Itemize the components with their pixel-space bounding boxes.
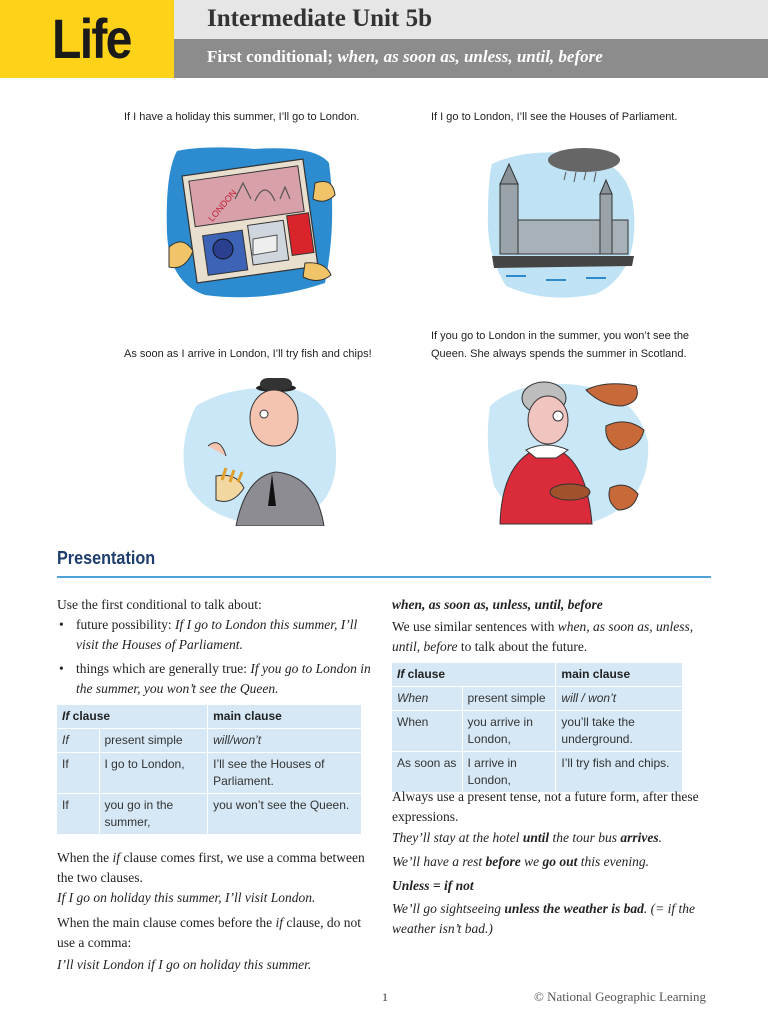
table-row	[57, 794, 362, 835]
table-cell: present simple	[462, 687, 556, 711]
unless-example: We’ll go sightseeing unless the weather is bad. (= if the weather isn’t bad.)	[392, 901, 696, 936]
table-cell: you’ll take the underground.	[556, 711, 683, 752]
table-header-if-clause: If clause	[392, 663, 556, 687]
table-cell: If	[57, 729, 99, 753]
table-header-if-clause: If clause	[57, 705, 208, 729]
queen-illustration	[486, 376, 651, 526]
table-cell: I go to London,	[99, 753, 208, 794]
table-row	[57, 729, 362, 753]
postcard-illustration	[165, 143, 337, 303]
caption-queen-line2: Queen. She always spends the summer in Scotland.	[431, 348, 687, 360]
header-subtitle-bar	[174, 39, 768, 78]
page-number: 1	[382, 990, 388, 1004]
intro-text: Use the first conditional to talk about:	[57, 597, 262, 612]
comma-rule-2: When the main clause comes before the if clause, do not use a comma:	[57, 915, 362, 950]
usage-general-text: things which are generally true:	[76, 661, 251, 676]
table-cell: When	[392, 711, 462, 752]
comma-example-1: If I go on holiday this summer, I’ll visit London.	[57, 890, 316, 905]
subtitle-plain: First conditional;	[207, 47, 334, 66]
until-example: They’ll stay at the hotel until the tour bus arrives.	[392, 830, 663, 845]
table-header-main-clause: main clause	[556, 663, 683, 687]
usage-future-text: future possibility:	[76, 617, 175, 632]
table-cell: you go in the summer,	[99, 794, 208, 835]
comma-example-2: I’ll visit London if I go on holiday this summer.	[57, 957, 312, 972]
subtitle-italic: when, as soon as, unless, until, before	[337, 47, 603, 66]
postcard-text: LONDON	[206, 187, 239, 224]
table-cell: When	[392, 687, 462, 711]
comma-rule-1: When the if clause comes first, we use a comma between the two clauses.	[57, 850, 365, 885]
table-cell: If	[57, 794, 99, 835]
table-cell: As soon as	[392, 752, 462, 793]
caption-queen-line1: If you go to London in the summer, you won’t see the	[431, 330, 690, 342]
table-cell: you arrive in London,	[462, 711, 556, 752]
if-clause-table	[57, 705, 362, 835]
caption-queen	[431, 327, 689, 363]
copyright-text: © National Geographic Learning	[534, 989, 706, 1004]
usage-item-future	[57, 615, 379, 655]
table-cell: I’ll try fish and chips.	[556, 752, 683, 793]
caption-fish-chips: As soon as I arrive in London, I’ll try fish and chips!	[124, 348, 372, 360]
unless-heading: Unless = if not	[392, 878, 474, 893]
table-row	[57, 753, 362, 794]
table-cell: you won’t see the Queen.	[208, 794, 362, 835]
caption-parliament: If I go to London, I’ll see the Houses of Parliament.	[431, 111, 678, 123]
table-cell: I arrive in London,	[462, 752, 556, 793]
table-header-row	[392, 663, 683, 687]
table-header-row	[57, 705, 362, 729]
usage-item-general	[57, 659, 379, 699]
table-cell: present simple	[99, 729, 208, 753]
section-divider	[57, 576, 711, 578]
similar-text: We use similar sentences with when, as soon as, unless, until, before to talk about the future.	[392, 619, 694, 654]
caption-holiday: If I have a holiday this summer, I’ll go to London.	[124, 111, 360, 123]
table-cell: I’ll see the Houses of Parliament.	[208, 753, 362, 794]
table-cell: will / won’t	[556, 687, 683, 711]
parliament-illustration	[486, 144, 638, 302]
page-title: Intermediate Unit 5b	[207, 5, 432, 32]
usage-list	[57, 615, 379, 703]
life-logo	[0, 0, 174, 78]
page-subtitle	[207, 47, 603, 67]
table-cell: If	[57, 753, 99, 794]
usage-future-example: If I go to London this summer, I’ll visit the Houses of Parliament.	[76, 617, 358, 652]
table-cell: will/won’t	[208, 729, 362, 753]
table-row	[392, 687, 683, 711]
present-tense-rule: Always use a present tense, not a future form, after these expressions.	[392, 789, 699, 824]
presentation-heading: Presentation	[57, 548, 156, 568]
header-title-bar	[174, 0, 768, 39]
right-heading: when, as soon as, unless, until, before	[392, 597, 603, 612]
usage-general-example: If you go to London in the summer, you won’t see the Queen.	[76, 661, 371, 696]
before-example: We’ll have a rest before we go out this evening.	[392, 854, 649, 869]
table-row	[392, 711, 683, 752]
man-chips-illustration	[176, 376, 341, 526]
logo-text: Life	[52, 7, 131, 70]
table-header-main-clause: main clause	[208, 705, 362, 729]
time-clause-table	[392, 663, 683, 793]
